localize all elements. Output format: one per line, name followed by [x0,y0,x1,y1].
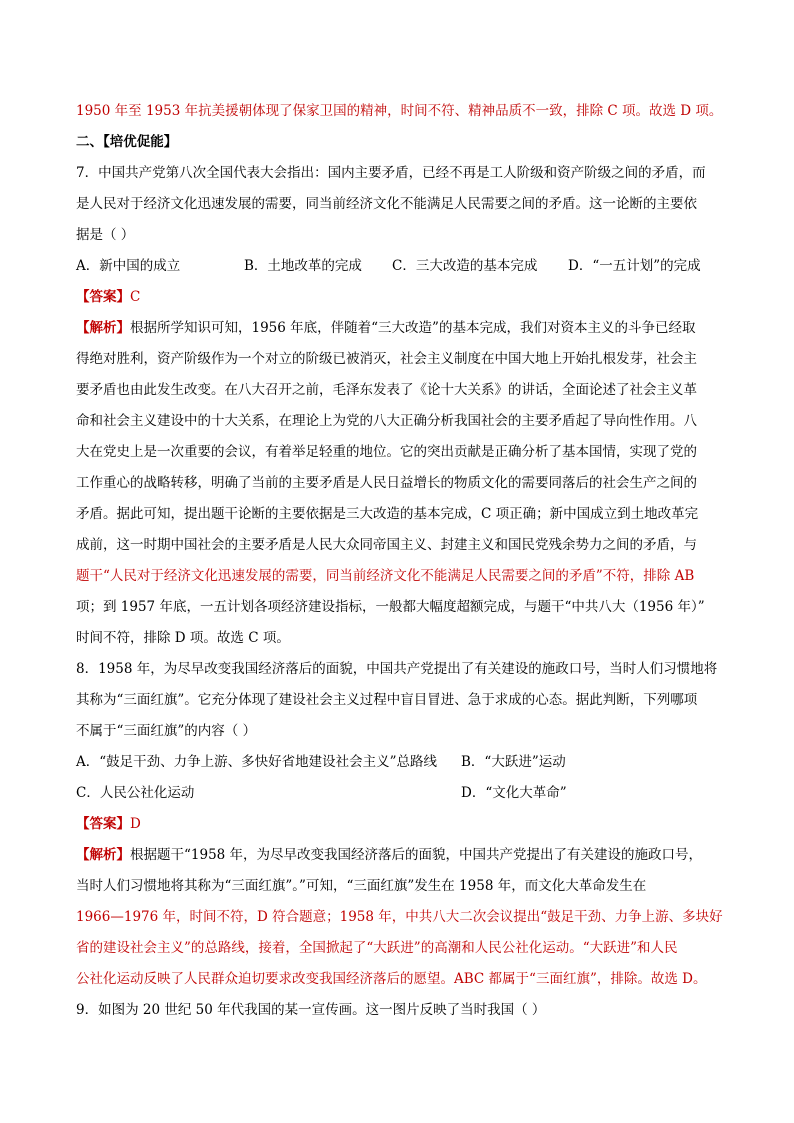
explanation-text: 1966—1976 年，时间不符，D 符合题意；1958 年，中共八大二次会议提出“鼓足干劲、力争上游、多块好 [76,909,723,925]
explanation-text: 命和社会主义建设中的十大关系，在理论上为党的八大正确分析我国社会的主要矛盾起了导向性作用。八 [76,413,697,429]
explanation-text: 公社化运动反映了人民群众迫切要求改变我国经济落后的愿望。ABC 都属于“三面红旗”，排除。故选 D。 [76,971,707,987]
question-8-stem: 不属于“三面红旗”的内容（ ） [76,723,257,739]
explanation-text: 工作重心的战略转移，明确了当前的主要矛盾是人民日益增长的物质文化的需要同落后的社会生产之间的 [76,475,697,491]
explanation-text: 矛盾。据此可知，提出题干论断的主要依据是三大改造的基本完成，C 项正确；新中国成立到土地改革完 [76,506,699,522]
question-7-stem: 7．中国共产党第八次全国代表大会指出：国内主要矛盾，已经不再是工人阶级和资产阶级之间的矛盾，而 [76,165,706,181]
explanation-label: 【解析】 [76,847,130,863]
answer-value: D [130,816,141,832]
option-c: C．三大改造的基本完成 [392,258,538,274]
explanation-text: 时间不符，排除 D 项。故选 C 项。 [76,630,290,646]
answer-label: 【答案】 [76,289,130,305]
question-7-stem: 是人民对于经济文化迅速发展的需要，同当前经济文化不能满足人民需要之间的矛盾。这一论断的主要依 [76,196,697,212]
answer-value: C [130,289,141,305]
explanation-label: 【解析】 [76,320,130,336]
question-7-stem: 据是（ ） [76,227,135,243]
answer-label: 【答案】 [76,816,130,832]
explanation-text: 大在党史上是一次重要的会议，有着举足轻重的地位。它的突出贡献是正确分析了基本国情，实现了党的 [76,444,697,460]
explanation-text: 当时人们习惯地将其称为“三面红旗”。”可知，“三面红旗”发生在 1958 年，而文化大革命发生在 [76,878,647,894]
option-b: B．“大跃进”运动 [461,754,566,770]
option-c: C．人民公社化运动 [76,785,195,801]
answer-line [76,282,726,313]
question-8-options-row1 [76,747,726,778]
question-8-stem: 8．1958 年，为尽早改变我国经济落后的面貌，中国共产党提出了有关建设的施政口号，当时人们习惯地将 [76,661,718,677]
section-heading: 二、【培优促能】 [76,134,178,150]
explanation-text: 要矛盾也由此发生改变。在八大召开之前，毛泽东发表了《论十大关系》的讲话，全面论述了社会主义革 [76,382,697,398]
explanation-text: 省的建设社会主义”的总路线，接着，全国掀起了“大跃进”的高潮和人民公社化运动。“大跃进”和人民 [76,940,678,956]
text-line: 1950 年至 1953 年抗美援朝体现了保家卫国的精神，时间不符、精神品质不一致，排除 C 项。故选 D 项。 [76,103,723,119]
option-d: D．“一五计划”的完成 [568,258,701,274]
document-page [76,96,726,1026]
option-d: D．“文化大革命” [461,785,567,801]
explanation-text: 根据所学知识可知，1956 年底，伴随着“三大改造”的基本完成，我们对资本主义的斗争已经取 [130,320,696,336]
explanation-line [76,840,726,871]
explanation-text: 根据题干“1958 年，为尽早改变我国经济落后的面貌，中国共产党提出了有关建设的施政口号， [130,847,703,863]
question-8-options-row2 [76,778,726,809]
question-9-stem: 9．如图为 20 世纪 50 年代我国的某一宣传画。这一图片反映了当时我国（ ） [76,1002,546,1018]
option-a: A．“鼓足干劲、力争上游、多快好省地建设社会主义”总路线 [76,754,438,770]
explanation-text: 成前，这一时期中国社会的主要矛盾是人民大众同帝国主义、封建主义和国民党残余势力之间的矛盾，与 [76,537,697,553]
option-a: A．新中国的成立 [76,258,181,274]
explanation-text: 得绝对胜利，资产阶级作为一个对立的阶级已被消灭，社会主义制度在中国大地上开始扎根发芽，社会主 [76,351,697,367]
answer-line [76,809,726,840]
explanation-text: 题干“人民对于经济文化迅速发展的需要，同当前经济文化不能满足人民需要之间的矛盾”不符，排除 AB [76,568,695,584]
explanation-text: 项；到 1957 年底，一五计划各项经济建设指标，一般都大幅度超额完成，与题干“中共八大（1956 年）” [76,599,705,615]
explanation-line [76,313,726,344]
question-7-options [76,251,726,282]
question-8-stem: 其称为“三面红旗”。它充分体现了建设社会主义过程中盲目冒进、急于求成的心态。据此判断，下列哪项 [76,692,698,708]
option-b: B．土地改革的完成 [244,258,362,274]
